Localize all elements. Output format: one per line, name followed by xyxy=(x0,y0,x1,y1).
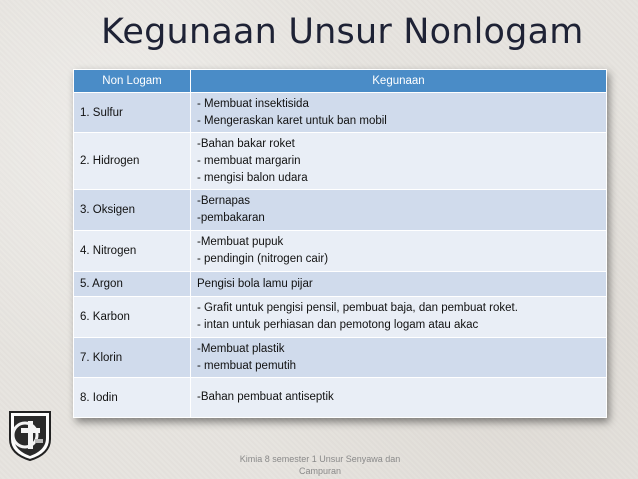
use-line: - pendingin (nitrogen cair) xyxy=(197,253,329,265)
element-cell: 8. Iodin xyxy=(74,378,191,418)
table-row xyxy=(74,297,607,338)
element-cell: 2. Hidrogen xyxy=(74,133,191,190)
footer-line: Campuran xyxy=(298,466,342,476)
table-row xyxy=(74,338,607,378)
element-cell: 5. Argon xyxy=(74,272,191,297)
uses-cell xyxy=(191,297,607,338)
table-row xyxy=(74,93,607,133)
slide-title: Kegunaan Unsur Nonlogam xyxy=(101,12,584,52)
header-uses: Kegunaan xyxy=(191,70,607,93)
use-line: - intan untuk perhiasan dan pemotong logam atau akac xyxy=(197,319,479,331)
use-line: -pembakaran xyxy=(197,212,265,224)
header-nonmetal: Non Logam xyxy=(74,70,191,93)
uses-cell xyxy=(191,272,607,297)
table-row xyxy=(74,272,607,297)
element-cell: 1. Sulfur xyxy=(74,93,191,133)
use-line: - membuat margarin xyxy=(197,154,301,167)
slide-footer xyxy=(226,453,414,477)
uses-cell xyxy=(191,338,607,378)
use-line: - membuat pemutih xyxy=(197,359,297,372)
use-line: -Membuat pupuk xyxy=(197,236,284,248)
element-cell: 4. Nitrogen xyxy=(74,231,191,272)
use-line: -Bahan pembuat antiseptik xyxy=(197,391,334,403)
table-row xyxy=(74,133,607,190)
element-cell: 7. Klorin xyxy=(74,338,191,378)
uses-cell xyxy=(191,378,607,418)
use-line: - Grafit untuk pengisi pensil, pembuat baja, dan pembuat roket. xyxy=(197,302,518,314)
use-line: - mengisi balon udara xyxy=(197,171,308,184)
table-row xyxy=(74,378,607,418)
table-row xyxy=(74,231,607,272)
use-line: -Bernapas xyxy=(197,195,251,207)
uses-cell xyxy=(191,190,607,231)
use-line: -Bahan bakar roket xyxy=(197,137,295,150)
school-crest-icon xyxy=(6,409,54,461)
table-header-row xyxy=(74,70,607,93)
nonmetal-uses-table xyxy=(73,69,607,418)
element-cell: 6. Karbon xyxy=(74,297,191,338)
nonmetal-uses-table-container xyxy=(73,69,606,418)
use-line: - Membuat insektisida xyxy=(197,97,309,110)
footer-line: Kimia 8 semester 1 Unsur Senyawa dan xyxy=(239,454,401,464)
use-line: Pengisi bola lamu pijar xyxy=(197,277,313,290)
uses-cell xyxy=(191,93,607,133)
use-line: - Mengeraskan karet untuk ban mobil xyxy=(197,114,387,127)
uses-cell xyxy=(191,133,607,190)
table-row xyxy=(74,190,607,231)
uses-cell xyxy=(191,231,607,272)
element-cell: 3. Oksigen xyxy=(74,190,191,231)
use-line: -Membuat plastik xyxy=(197,342,285,355)
